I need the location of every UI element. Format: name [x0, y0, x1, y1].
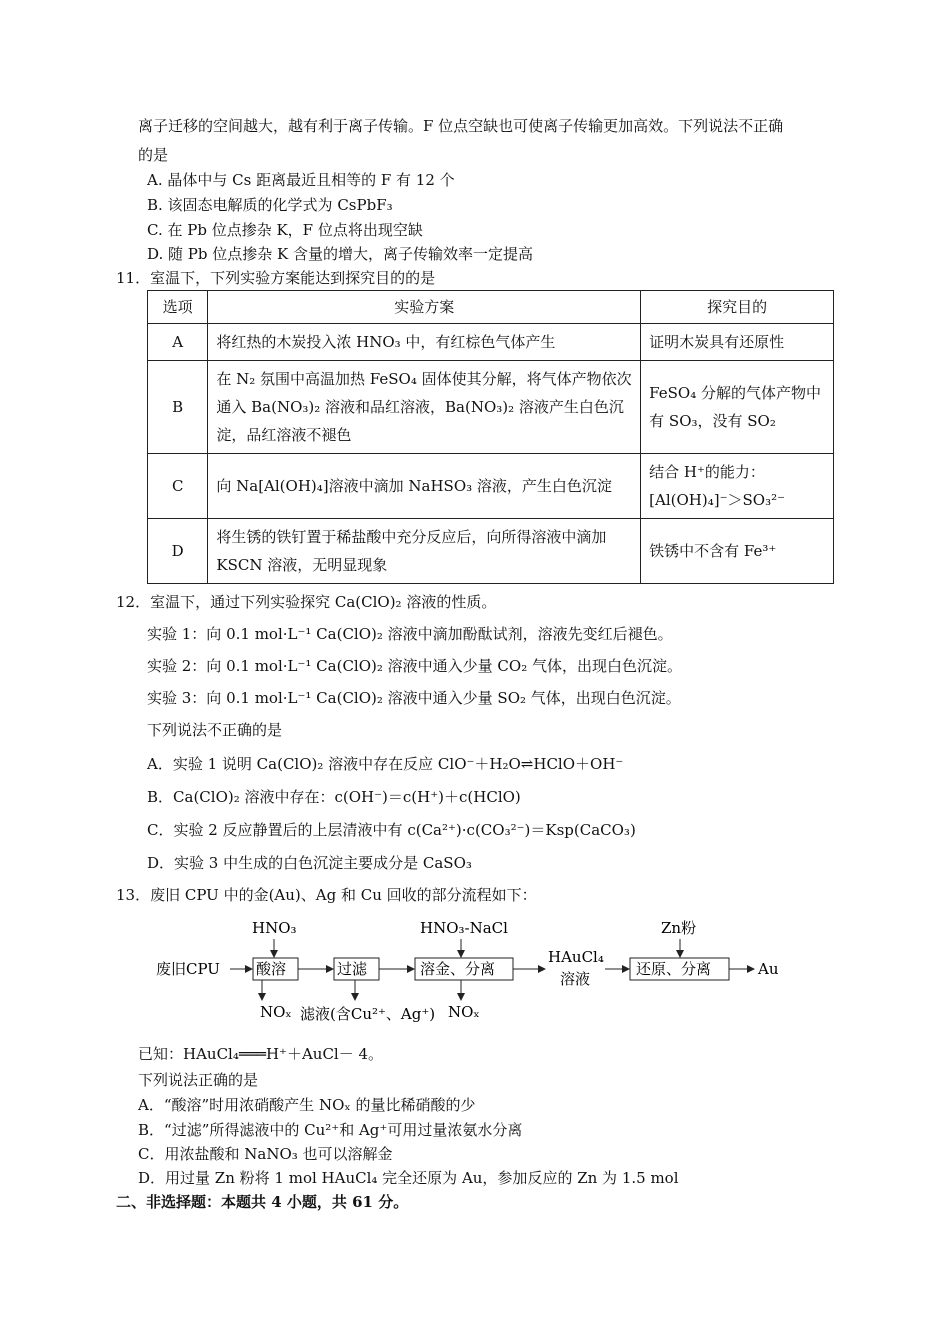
q12-exp-2: 实验 2：向 0.1 mol·L⁻¹ Ca(ClO)₂ 溶液中通入少量 CO₂ 气体，出现白色沉淀。 — [147, 657, 682, 675]
row-plan: 将红热的木炭投入浓 HNO₃ 中，有红棕色气体产生 — [208, 324, 641, 361]
table-header-row — [148, 291, 834, 324]
q12-option-d: D．实验 3 中生成的白色沉淀主要成分是 CaSO₃ — [147, 854, 472, 872]
flow-output-filtrate: 滤液(含Cu²⁺、Ag⁺) — [300, 1005, 436, 1023]
q12-exp-1: 实验 1：向 0.1 mol·L⁻¹ Ca(ClO)₂ 溶液中滴加酚酞试剂，溶液先变红后褪色。 — [147, 625, 673, 643]
table-row — [148, 519, 834, 584]
q12-option-c: C．实验 2 反应静置后的上层清液中有 c(Ca²⁺)·c(CO₃²⁻)＝Ksp(CaCO₃) — [147, 821, 636, 839]
col-header-goal: 探究目的 — [641, 291, 834, 324]
flow-end-au: Au — [758, 960, 779, 978]
flow-intermediate-line1: HAuCl₄ — [548, 948, 604, 966]
q12-option-b: B．Ca(ClO)₂ 溶液中存在：c(OH⁻)＝c(H⁺)＋c(HClO) — [147, 788, 521, 806]
table-row — [148, 324, 834, 361]
q10-stem-line2: 的是 — [138, 146, 169, 164]
flow-step-filter: 过滤 — [337, 960, 368, 978]
flow-input-hno3-nacl: HNO₃-NaCl — [420, 919, 508, 937]
q11-table — [147, 290, 834, 584]
q10-option-d: D. 随 Pb 位点掺杂 K 含量的增大，离子传输效率一定提高 — [147, 245, 534, 263]
q10-stem-line1: 离子迁移的空间越大，越有利于离子传输。F 位点空缺也可使离子传输更加高效。下列说法不正确 — [138, 117, 784, 135]
row-option: A — [148, 324, 208, 361]
table-row — [148, 361, 834, 454]
col-header-option: 选项 — [148, 291, 208, 324]
row-plan: 在 N₂ 氛围中高温加热 FeSO₄ 固体使其分解，将气体产物依次通入 Ba(NO₃)₂ 溶液和品红溶液，Ba(NO₃)₂ 溶液产生白色沉淀，品红溶液不褪色 — [208, 361, 641, 454]
row-goal: 证明木炭具有还原性 — [641, 324, 834, 361]
row-plan: 向 Na[Al(OH)₄]溶液中滴加 NaHSO₃ 溶液，产生白色沉淀 — [208, 454, 641, 519]
q13-option-b: B．“过滤”所得滤液中的 Cu²⁺和 Ag⁺可用过量浓氨水分离 — [138, 1121, 523, 1139]
row-option: C — [148, 454, 208, 519]
q12-exp-3: 实验 3：向 0.1 mol·L⁻¹ Ca(ClO)₂ 溶液中通入少量 SO₂ 气体，出现白色沉淀。 — [147, 689, 681, 707]
row-option: D — [148, 519, 208, 584]
section-2-heading: 二、非选择题：本题共 4 小题，共 61 分。 — [116, 1193, 409, 1211]
q10-option-b: B. 该固态电解质的化学式为 CsPbF₃ — [147, 196, 393, 214]
q13-option-a: A．“酸溶”时用浓硝酸产生 NOₓ 的量比稀硝酸的少 — [138, 1096, 476, 1114]
flow-start-label: 废旧CPU — [156, 960, 220, 978]
row-plan: 将生锈的铁钉置于稀盐酸中充分反应后，向所得溶液中滴加 KSCN 溶液，无明显现象 — [208, 519, 641, 584]
q10-option-a: A. 晶体中与 Cs 距离最近且相等的 F 有 12 个 — [147, 171, 455, 189]
q11-stem: 11．室温下，下列实验方案能达到探究目的的是 — [116, 269, 436, 287]
q13-known: 已知：HAuCl₄═══H⁺＋AuCl－ 4。 — [138, 1045, 384, 1063]
q13-option-c: C．用浓盐酸和 NaNO₃ 也可以溶解金 — [138, 1145, 393, 1163]
table-row — [148, 454, 834, 519]
flow-step-acid: 酸溶 — [256, 960, 287, 978]
flow-intermediate-line2: 溶液 — [560, 970, 591, 988]
flow-step-dissolve: 溶金、分离 — [420, 960, 496, 978]
flow-output-nox-1: NOₓ — [260, 1003, 292, 1021]
q12-stem: 12．室温下，通过下列实验探究 Ca(ClO)₂ 溶液的性质。 — [116, 593, 497, 611]
q13-stem: 13．废旧 CPU 中的金(Au)、Ag 和 Cu 回收的部分流程如下： — [116, 886, 537, 904]
col-header-plan: 实验方案 — [208, 291, 641, 324]
row-goal: 铁锈中不含有 Fe³⁺ — [641, 519, 834, 584]
q12-option-a: A．实验 1 说明 Ca(ClO)₂ 溶液中存在反应 ClO⁻＋H₂O⇌HClO＋OH⁻ — [147, 755, 624, 773]
row-goal: FeSO₄ 分解的气体产物中有 SO₃，没有 SO₂ — [641, 361, 834, 454]
q13-option-d: D．用过量 Zn 粉将 1 mol HAuCl₄ 完全还原为 Au，参加反应的 Zn 为 1.5 mol — [138, 1169, 679, 1187]
q13-question: 下列说法正确的是 — [138, 1071, 259, 1089]
flow-step-reduce: 还原、分离 — [636, 960, 712, 978]
flow-output-nox-2: NOₓ — [448, 1003, 480, 1021]
q10-option-c: C. 在 Pb 位点掺杂 K，F 位点将出现空缺 — [147, 221, 423, 239]
q12-question: 下列说法不正确的是 — [147, 721, 283, 739]
q13-flowchart — [150, 915, 800, 1030]
row-option: B — [148, 361, 208, 454]
flow-input-hno3: HNO₃ — [252, 919, 297, 937]
flow-input-zn: Zn粉 — [661, 919, 697, 937]
row-goal: 结合 H⁺的能力：[Al(OH)₄]⁻＞SO₃²⁻ — [641, 454, 834, 519]
